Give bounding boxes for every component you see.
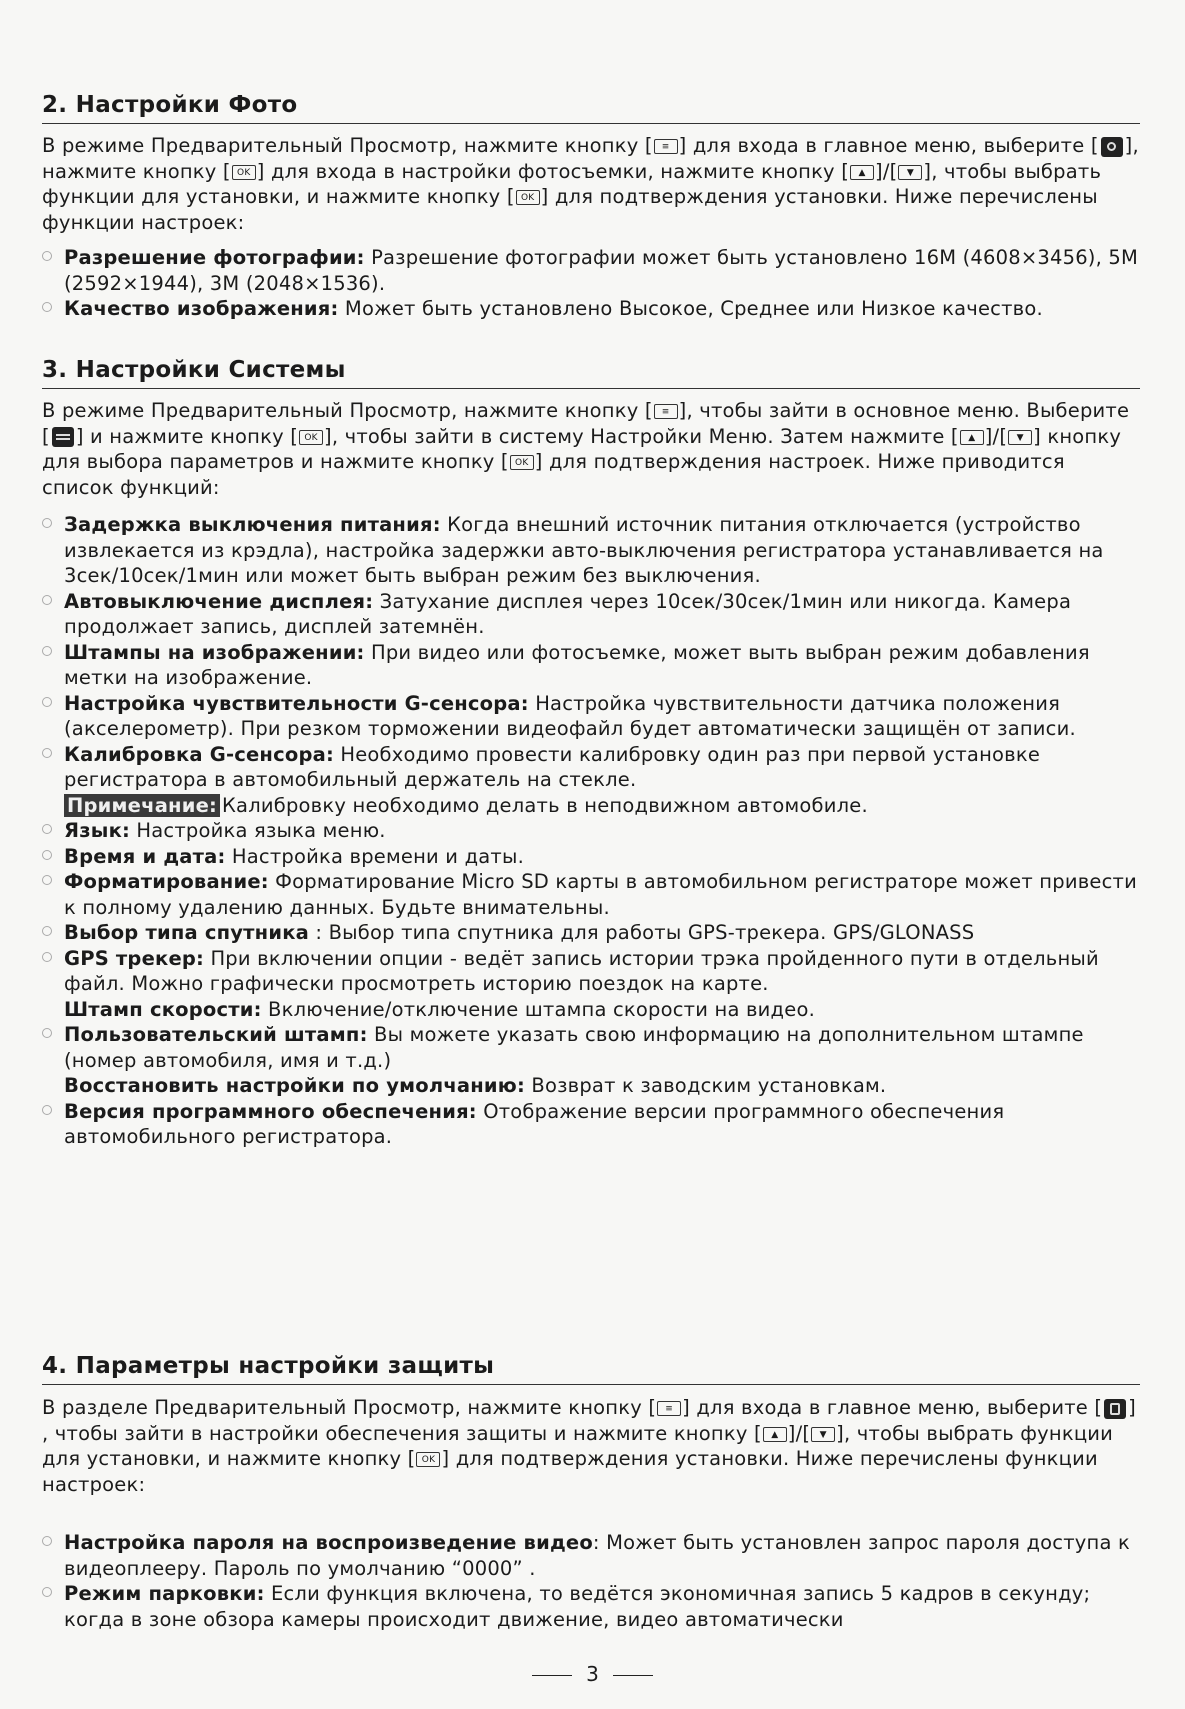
up-key-icon: ▲: [850, 165, 874, 180]
list-item: [42, 245, 1142, 296]
down-key-icon: ▼: [1008, 430, 1032, 445]
item-label: Штампы на изображении:: [64, 640, 365, 664]
item-text: Если функция включена, то ведётся экономичная запись 5 кадров в секунду; когда в зоне обзора камеры происходит движение, видео автоматически: [64, 1582, 1091, 1631]
item-text: : Может быть установлен запрос пароля доступа к видеоплееру. Пароль по умолчанию “0000” .: [64, 1531, 1130, 1580]
up-key-icon: ▲: [763, 1427, 787, 1442]
bullet-icon: [42, 518, 52, 528]
item-text: Затухание дисплея через 10сек/30сек/1мин или никогда. Камера продолжает запись, дисплей затемнён.: [64, 589, 1072, 638]
protection-intro: [42, 1395, 1140, 1497]
intro-text: ], чтобы выбрать функции для установки, и нажмите кнопку [: [42, 1421, 1114, 1470]
bullet-icon: [42, 1536, 52, 1546]
bullet-icon: [42, 926, 52, 936]
bullet-icon: [42, 646, 52, 656]
bullet-icon: [42, 850, 52, 860]
item-text: Возврат к заводским установкам.: [524, 1074, 887, 1097]
footer-rule: [613, 1675, 653, 1676]
intro-text: В режиме Предварительный Просмотр, нажмите кнопку [: [42, 399, 653, 422]
bullet-icon: [42, 1105, 52, 1115]
bullet-icon: [42, 952, 52, 962]
system-settings-icon: [52, 427, 74, 447]
item-label: Калибровка G-сенсора:: [64, 742, 334, 766]
item-label: Настройка чувствительности G-сенсора:: [64, 691, 529, 715]
item-text: Разрешение фотографии может быть установлено 16M (4608×3456), 5M (2592×1944), 3M (2048×1536).: [64, 246, 1139, 295]
bullet-icon: [42, 302, 52, 312]
intro-text: В режиме Предварительный Просмотр, нажмите кнопку [: [42, 134, 653, 157]
bullet-icon: [42, 697, 52, 707]
item-label: Язык:: [64, 819, 131, 842]
list-item: [42, 296, 1142, 322]
item-label: Пользовательский штамп:: [64, 1023, 368, 1046]
intro-text: ] для входа в главное меню, выберите [: [682, 1396, 1103, 1419]
bullet-icon: [42, 824, 52, 834]
item-text: При включении опции - ведёт запись истории трэка пройденного пути в отдельный файл. Можно графически просмотреть историю поездок на карте.: [64, 946, 1099, 995]
item-text: Отображение версии программного обеспечения автомобильного регистратора.: [64, 1099, 1005, 1148]
item-text: Когда внешний источник питания отключается (устройство извлекается из крэдла), настройка задержки авто-выключения регистратора устанавливается на 3сек/10сек/1мин или может быть выбран режим без выключения.: [64, 513, 1104, 587]
list-item: [42, 691, 1142, 742]
item-label: Форматирование:: [64, 870, 269, 893]
list-item: [42, 742, 1142, 793]
item-label: Штамп скорости:: [64, 997, 262, 1021]
section-title-protection: 4. Параметры настройки защиты: [42, 1353, 1140, 1385]
intro-text: ] для входа в главное меню, выберите [: [678, 134, 1099, 157]
section-title-photo: 2. Настройки Фото: [42, 92, 1140, 124]
bullet-icon: [42, 251, 52, 261]
section-title-system: 3. Настройки Системы: [42, 357, 1140, 389]
intro-text: ]/[: [787, 1421, 811, 1445]
intro-text: ], чтобы выбрать функции для установки, и нажмите кнопку [: [42, 159, 1102, 208]
item-text: : Выбор типа спутника для работы GPS-трекера. GPS/GLONASS: [309, 921, 975, 944]
intro-text: ] для подтверждения установки. Ниже перечислены функции настроек:: [42, 185, 1098, 234]
item-text: Настройка времени и даты.: [225, 844, 524, 868]
intro-text: ] для подтверждения настроек. Ниже приводится список функций:: [42, 450, 1065, 499]
ok-key-icon: OK: [516, 190, 540, 205]
intro-text: ] и нажмите кнопку [: [75, 424, 299, 448]
item-text: Настройка языка меню.: [130, 819, 386, 842]
menu-key-icon: ≡: [654, 139, 678, 154]
intro-text: ], нажмите кнопку [: [42, 134, 1139, 183]
list-item: [42, 920, 1142, 946]
intro-text: ] , чтобы зайти в настройки обеспечения защиты и нажмите кнопку [: [42, 1396, 1136, 1445]
item-label: Версия программного обеспечения:: [64, 1099, 477, 1123]
intro-text: ], чтобы зайти в основное меню. Выберите [: [42, 399, 1130, 448]
list-item: [42, 997, 1142, 1023]
item-label: Задержка выключения питания:: [64, 513, 441, 536]
ok-key-icon: OK: [510, 455, 534, 470]
photo-settings-list: [42, 245, 1142, 322]
item-label: Настройка пароля на воспроизведение видео: [64, 1531, 593, 1554]
list-item: [42, 589, 1142, 640]
item-text: Вы можете указать свою информацию на дополнительном штампе (номер автомобиля, имя и т.д.): [64, 1023, 1084, 1072]
list-item: [42, 512, 1142, 589]
item-text: Форматирование Micro SD карты в автомобильном регистраторе может привести к полному удалению данных. Будьте внимательны.: [64, 870, 1137, 919]
item-label: Автовыключение дисплея:: [64, 589, 374, 613]
photo-intro: [42, 133, 1140, 235]
item-label: Качество изображения:: [64, 297, 339, 320]
down-key-icon: ▼: [811, 1427, 835, 1442]
note-item: [42, 793, 1142, 819]
bullet-icon: [42, 1028, 52, 1038]
ok-key-icon: OK: [232, 165, 256, 180]
list-item: [42, 1022, 1142, 1073]
list-item: [42, 844, 1142, 870]
page-footer: [0, 1662, 1185, 1686]
list-item: [42, 946, 1142, 997]
note-label: Примечание:: [64, 794, 220, 817]
ok-key-icon: OK: [416, 1452, 440, 1467]
item-label: Восстановить настройки по умолчанию:: [64, 1074, 525, 1097]
item-label: Разрешение фотографии:: [64, 246, 365, 269]
list-item: [42, 1099, 1142, 1150]
system-settings-list: [42, 512, 1142, 1150]
intro-text: ]/[: [984, 424, 1008, 448]
intro-text: ] кнопку для выбора параметров и нажмите кнопку [: [42, 424, 1122, 473]
ok-key-icon: OK: [299, 430, 323, 445]
intro-text: ]/[: [875, 159, 898, 183]
list-item: [42, 1073, 1142, 1099]
intro-text: В разделе Предварительный Просмотр, нажмите кнопку [: [42, 1396, 657, 1419]
list-item: [42, 1581, 1142, 1632]
bullet-icon: [42, 595, 52, 605]
item-label: GPS трекер:: [64, 946, 205, 970]
bullet-icon: [42, 1587, 52, 1597]
up-key-icon: ▲: [960, 430, 984, 445]
list-item: [42, 1530, 1142, 1581]
menu-key-icon: ≡: [657, 1401, 681, 1416]
item-text: При видео или фотосъемке, может выть выбран режим добавления метки на изображение.: [64, 640, 1090, 689]
item-label: Время и дата:: [64, 844, 226, 868]
intro-text: ] для подтверждения установки. Ниже перечислены функции настроек:: [42, 1447, 1098, 1496]
item-text: Включение/отключение штампа скорости на видео.: [261, 997, 815, 1021]
camera-icon: [1101, 137, 1123, 157]
item-label: Режим парковки:: [64, 1582, 265, 1605]
footer-rule: [532, 1675, 572, 1676]
page-number: 3: [586, 1662, 599, 1686]
item-text: Настройка чувствительности датчика положения (акселерометр). При резком торможении видеофайл будет автоматически защищён от записи.: [64, 691, 1076, 740]
protection-icon: [1104, 1399, 1126, 1419]
bullet-icon: [42, 748, 52, 758]
protection-settings-list: [42, 1530, 1142, 1632]
bullet-icon: [42, 875, 52, 885]
menu-key-icon: ≡: [654, 404, 678, 419]
item-text: Необходимо провести калибровку один раз при первой установке регистратора в автомобильный держатель на стекле.: [64, 742, 1041, 791]
item-label: Выбор типа спутника: [64, 921, 310, 944]
intro-text: ], чтобы зайти в систему Настройки Меню. Затем нажмите [: [324, 424, 959, 448]
intro-text: ] для входа в настройки фотосъемки, нажмите кнопку [: [256, 159, 850, 183]
list-item: [42, 869, 1142, 920]
system-intro: [42, 398, 1140, 500]
list-item: [42, 640, 1142, 691]
down-key-icon: ▼: [898, 165, 922, 180]
list-item: [42, 818, 1142, 844]
item-text: Может быть установлено Высокое, Среднее или Низкое качество.: [338, 297, 1043, 320]
note-text: Калибровку необходимо делать в неподвижном автомобиле.: [222, 793, 868, 817]
